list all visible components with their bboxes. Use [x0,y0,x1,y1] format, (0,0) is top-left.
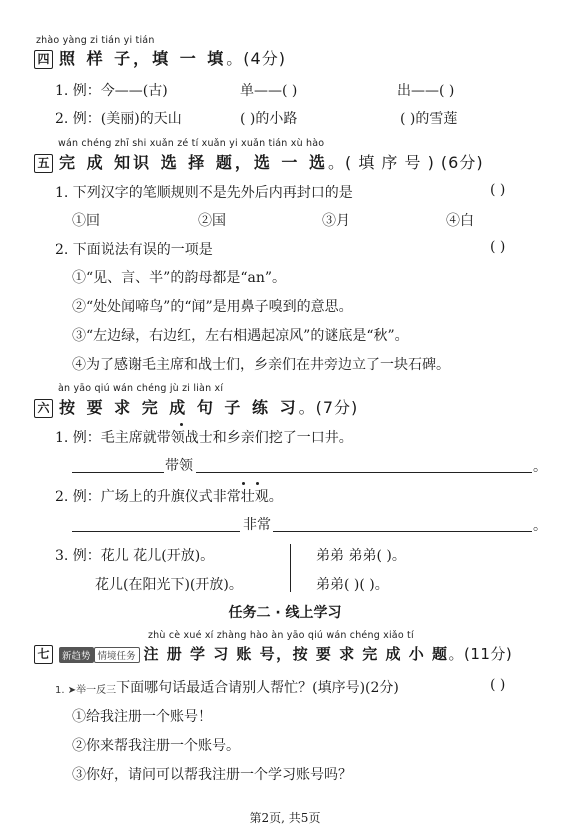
sec6-q1-blank-2[interactable] [196,472,532,473]
situation-task-badge: 情境任务 [94,647,140,663]
sec7-score: 。(11分) [448,645,513,663]
sec6-q3-left-example: 3. 例：花儿 花儿(开放)。 [55,548,215,564]
sec4-number: 四 [34,50,53,69]
sec5-q1-text: 1. 下列汉字的笔顺规则不是先外后内再封口的是 [55,185,353,201]
sec6-q2-word: 非常 [243,517,271,533]
sec4-title: 照 样 子，填 一 填 [59,49,227,68]
sec6-title: 按 要 求 完 成 句 子 练 习 [59,398,299,417]
sec5-heading [34,150,484,173]
sec5-q2-text: 2. 下面说法有误的一项是 [55,242,213,258]
sec5-q1-option-1: ①回 [72,213,100,229]
sec7-heading [34,643,512,664]
sec4-q1-example: 1. 例：今——(古) [55,83,168,99]
sec6-pinyin: àn yāo qiú wán chéng jù zi liàn xí [58,383,224,394]
sec5-q2-option-2: ②“处处闻啼鸟”的“闻”是用鼻子嗅到的意思。 [72,299,353,315]
new-trend-badge: 新趋势 [59,647,94,663]
emphasis-dot [180,423,183,426]
sec5-q2-option-4: ④为了感谢毛主席和战士们，乡亲们在井旁边立了一块石碑。 [72,357,450,373]
sec6-q1-end: 。 [533,459,547,475]
sec6-heading [34,395,358,418]
sec5-q1-option-4: ④白 [446,213,474,229]
sec5-score: 。( 填 序 号 ) (6分) [328,153,484,172]
sec4-q2-blank-c: ( )的雪莲 [400,111,458,127]
sec6-q3-right-1: 弟弟 弟弟( )。 [316,548,406,564]
sec6-q3-right-2: 弟弟( )( )。 [316,577,389,593]
sec6-q2-blank-1[interactable] [72,531,240,532]
sec7-pinyin: zhù cè xué xí zhàng hào àn yāo qiú wán chéng xiǎo tí [148,630,414,641]
sec4-q2-example: 2. 例：(美丽)的天山 [55,111,182,127]
sec4-q1-blank-b: 单——( ) [240,83,298,99]
sec7-q1-option-1: ①给我注册一个账号！ [72,709,212,725]
sec5-q1-option-3: ③月 [322,213,350,229]
sec5-q1-answer-paren: ( ) [490,182,506,198]
sec6-q2-blank-2[interactable] [273,531,532,532]
sec4-pinyin: zhào yàng zi tián yi tián [36,35,155,46]
sec5-q1-option-2: ②国 [198,213,226,229]
sec5-q2-option-3: ③“左边绿，右边红，左右相遇起凉风”的谜底是“秋”。 [72,328,409,344]
sec5-pinyin: wán chéng zhī shi xuǎn zé tí xuǎn yi xuǎn tián xù hào [58,138,325,149]
sec4-q2-blank-b: ( )的小路 [240,111,298,127]
divider [290,544,291,592]
sec6-number: 六 [34,399,53,418]
sec4-score: 。(4分) [226,49,286,68]
sec5-q2-option-1: ①“见、言、半”的韵母都是“an”。 [72,270,286,286]
sec6-q3-left-example-2: 花儿(在阳光下)(开放)。 [95,577,243,593]
sec5-title: 完 成 知识 选 择 题，选 一 选 [59,153,328,172]
sec6-score: 。(7分) [298,398,359,417]
page-footer: 第2页, 共5页 [249,811,321,825]
sec7-q1-answer-paren: ( ) [490,677,506,693]
sec5-q2-answer-paren: ( ) [490,239,506,255]
sec7-q1-question: 下面哪句话最适合请别人帮忙？(填序号)(2分) [116,680,399,696]
sec6-q1-word: 带领 [165,458,193,474]
sec7-q1-text [55,677,399,697]
sec7-q1-option-2: ②你来帮我注册一个账号。 [72,738,240,754]
sec6-q1-blank-1[interactable] [72,472,164,473]
sec7-q1-option-3: ③你好，请问可以帮我注册一个学习账号吗？ [72,767,352,783]
emphasis-dot [242,482,245,485]
sec6-q2-end: 。 [533,518,547,534]
sec7-q1-prefix: 1. ➤举一反三 [55,684,117,696]
sec6-q1-example: 1. 例：毛主席就带领战士和乡亲们挖了一口井。 [55,430,353,446]
sec6-q2-example: 2. 例：广场上的升旗仪式非常壮观。 [55,489,283,505]
sec7-number: 七 [34,645,53,664]
sec7-title: 注 册 学 习 账 号，按 要 求 完 成 小 题 [143,645,449,663]
sec5-number: 五 [34,154,53,173]
sec4-heading [34,46,286,69]
emphasis-dot [256,482,259,485]
sec4-q1-blank-c: 出——( ) [397,83,455,99]
task2-title: 任务二 · 线上学习 [228,605,342,621]
